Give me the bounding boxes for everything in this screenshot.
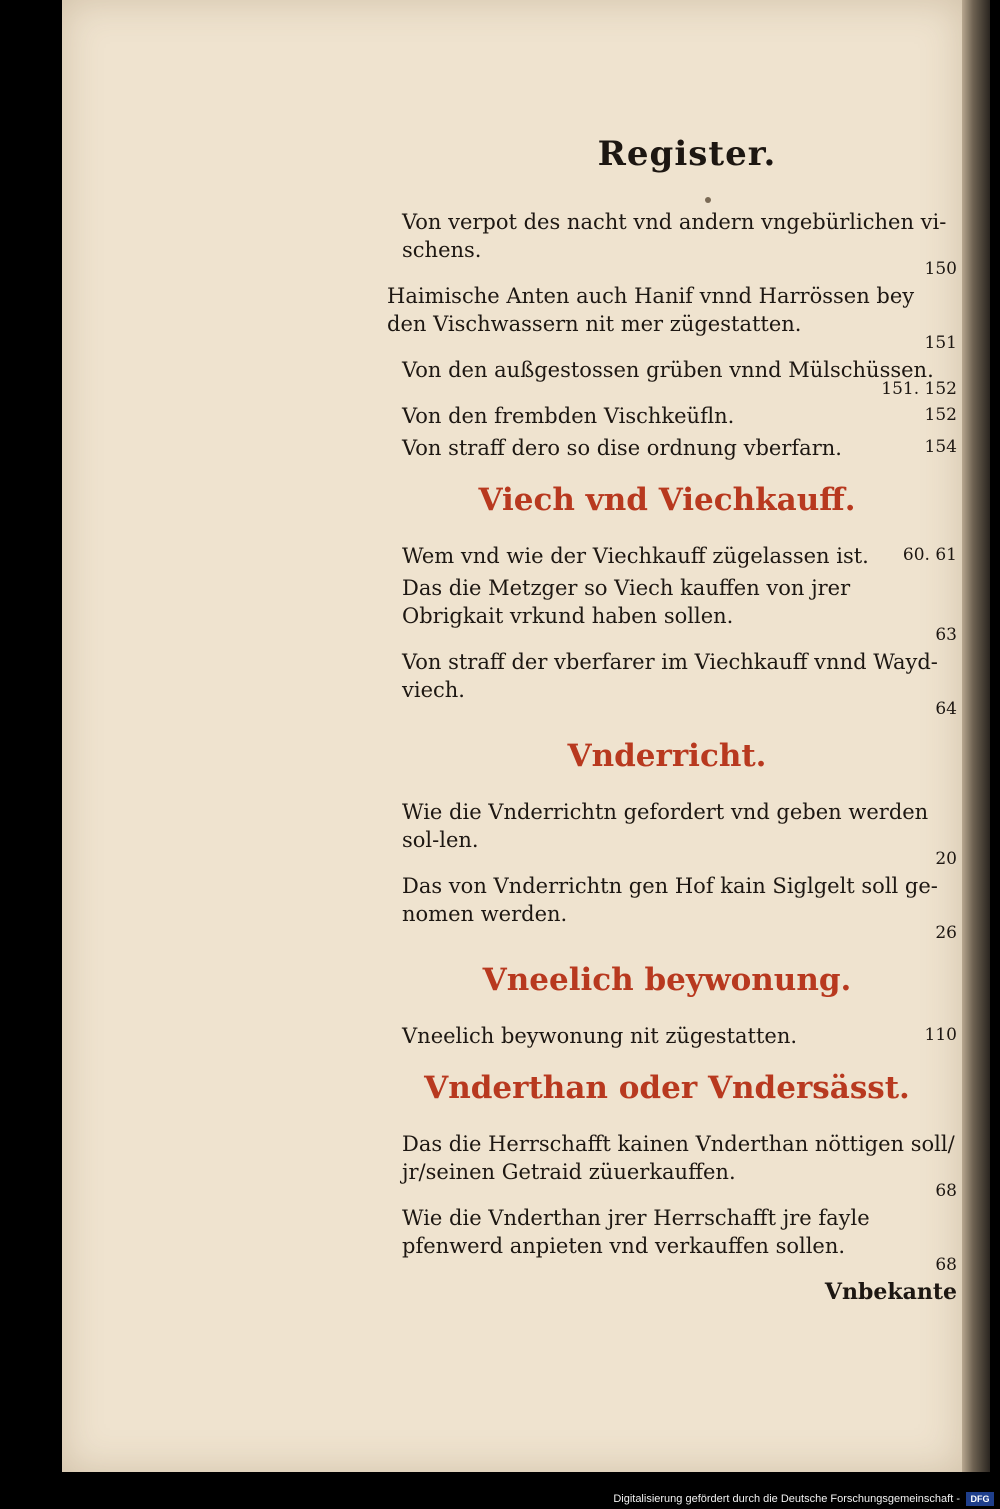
book-page bbox=[62, 0, 962, 1472]
register-entry bbox=[377, 648, 957, 718]
register-entry bbox=[377, 356, 957, 398]
entry-pages: 64 bbox=[935, 699, 957, 719]
entry-pages: 151 bbox=[924, 333, 957, 353]
page-title: Register. bbox=[597, 134, 777, 174]
section-heading: Vnderricht. bbox=[567, 738, 767, 774]
register-section bbox=[377, 482, 957, 719]
entry-pages: 150 bbox=[924, 259, 957, 279]
register-entry bbox=[377, 1130, 957, 1200]
entry-pages: 152 bbox=[924, 405, 957, 425]
entry-pages: 63 bbox=[935, 625, 957, 645]
section-heading: Viech vnd Viechkauff. bbox=[478, 482, 856, 518]
register-entry bbox=[377, 574, 957, 644]
register-section bbox=[377, 962, 957, 1050]
entry-pages: 68 bbox=[935, 1255, 957, 1275]
entry-pages: 154 bbox=[924, 437, 957, 457]
section-heading: Vnderthan oder Vndersässt. bbox=[424, 1070, 910, 1106]
register-entry bbox=[377, 1022, 957, 1050]
entry-text: Von straff dero so dise ordnung vberfarn. bbox=[402, 436, 842, 460]
register-entry bbox=[377, 872, 957, 942]
register-content bbox=[377, 134, 957, 1306]
register-entry bbox=[377, 434, 957, 462]
entry-text: Wie die Vnderrichtn gefordert vnd geben werden sol-len. bbox=[402, 800, 929, 852]
register-entry bbox=[377, 208, 957, 278]
entry-pages: 20 bbox=[935, 849, 957, 869]
register-entry bbox=[377, 798, 957, 868]
register-section bbox=[377, 1070, 957, 1275]
entry-pages: 60. 61 bbox=[902, 545, 957, 565]
entry-text: Haimische Anten auch Hanif vnnd Harrössen bey den Vischwassern nit mer zügestatten. bbox=[387, 284, 915, 336]
entry-text: Von verpot des nacht vnd andern vngebürlichen vi-schens. bbox=[402, 210, 947, 262]
entry-text: Das die Herrschafft kainen Vnderthan nöttigen soll/ jr/seinen Getraid züuerkauffen. bbox=[402, 1132, 955, 1184]
catchword: Vnbekante bbox=[824, 1279, 957, 1305]
register-entry bbox=[377, 1204, 957, 1274]
entry-text: Das von Vnderrichtn gen Hof kain Siglgelt soll ge-nomen werden. bbox=[402, 874, 938, 926]
entry-pages: 151. 152 bbox=[881, 379, 957, 399]
register-entry bbox=[377, 282, 957, 352]
entry-pages: 26 bbox=[935, 923, 957, 943]
entry-pages: 110 bbox=[924, 1025, 957, 1045]
section-heading: Vneelich beywonung. bbox=[482, 962, 852, 998]
dfg-logo-icon: DFG bbox=[966, 1492, 994, 1506]
entry-text: Vneelich beywonung nit zügestatten. bbox=[402, 1024, 798, 1048]
footer-bar bbox=[0, 1472, 1000, 1509]
entry-text: Von den außgestossen grüben vnnd Mülschüssen. bbox=[402, 358, 934, 382]
entry-text: Wie die Vnderthan jrer Herrschafft jre fayle pfenwerd anpieten vnd verkauffen sollen. bbox=[402, 1206, 870, 1258]
funding-credit: Digitalisierung gefördert durch die Deutsche Forschungsgemeinschaft - bbox=[613, 1493, 960, 1505]
book-gutter bbox=[962, 0, 990, 1472]
register-section bbox=[377, 738, 957, 943]
register-section bbox=[377, 208, 957, 462]
register-entry bbox=[377, 402, 957, 430]
entry-text: Von den frembden Vischkeüfln. bbox=[402, 404, 735, 428]
register-entry bbox=[377, 542, 957, 570]
entry-pages: 68 bbox=[935, 1181, 957, 1201]
entry-text: Von straff der vberfarer im Viechkauff vnnd Wayd-viech. bbox=[402, 650, 938, 702]
entry-text: Wem vnd wie der Viechkauff zügelassen ist. bbox=[402, 544, 869, 568]
entry-text: Das die Metzger so Viech kauffen von jrer Obrigkait vrkund haben sollen. bbox=[402, 576, 851, 628]
